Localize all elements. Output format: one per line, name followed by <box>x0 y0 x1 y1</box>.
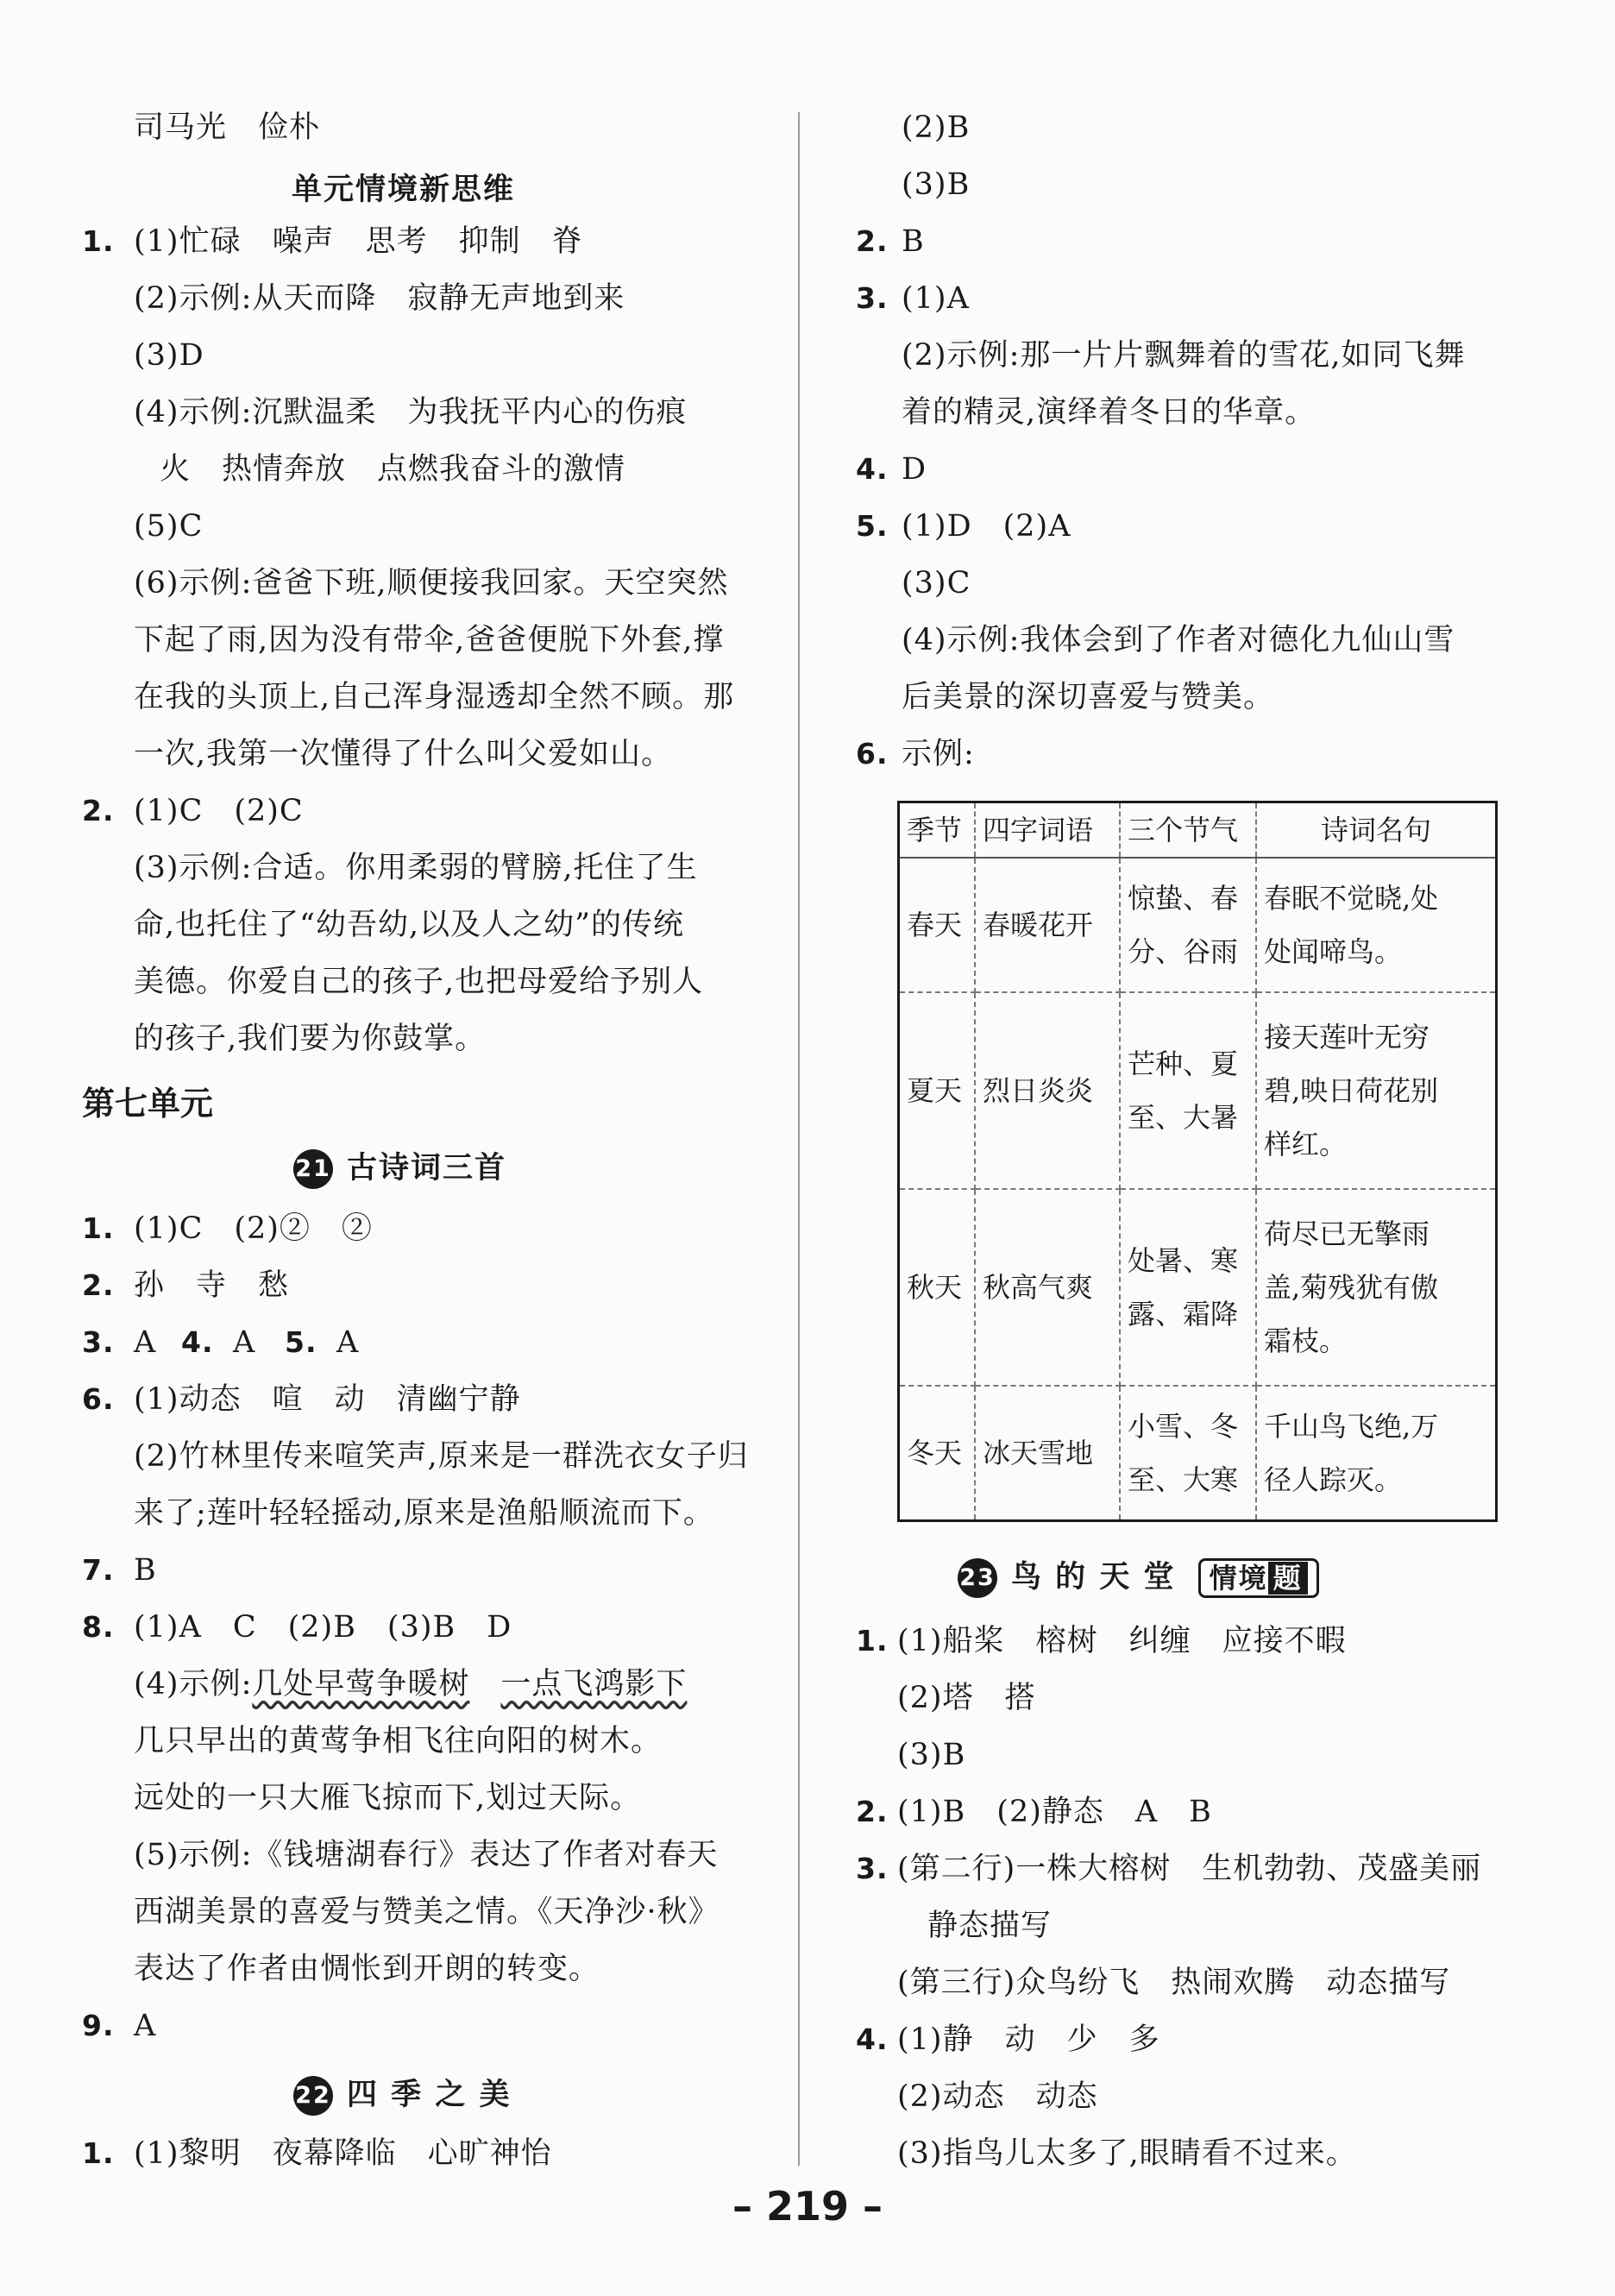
column-divider <box>798 112 800 2166</box>
wavy-underlined-phrase: 一点飞鸿影下 <box>500 1667 688 1702</box>
answer-line: (1)忙碌 噪声 思考 抑制 脊 <box>134 224 583 259</box>
solar-terms-cell <box>1120 1189 1256 1386</box>
cell-line: 样红。 <box>1264 1128 1348 1161</box>
answer-line: 下起了雨,因为没有带伞,爸爸便脱下外套,撑 <box>134 623 725 657</box>
answer-line: (4)示例:沉默温柔 为我抚平内心的伤痕 <box>134 395 688 430</box>
idiom-cell: 秋高气爽 <box>975 1189 1120 1386</box>
question-number: 1. <box>82 224 115 258</box>
cell-line: 芒种、夏 <box>1128 1047 1239 1080</box>
answer-line: (1)D (2)A <box>902 509 1071 544</box>
answer-line: (6)示例:爸爸下班,顺便接我回家。天空突然 <box>134 566 729 601</box>
answer-line: 在我的头顶上,自己浑身湿透却全然不顾。那 <box>134 680 735 714</box>
answer-line: (1)静 动 少 多 <box>897 2022 1160 2057</box>
lesson-number-badge: 23 <box>958 1558 997 1598</box>
question-number: 5. <box>856 509 889 543</box>
cell-line: 至、大暑 <box>1128 1101 1239 1134</box>
answer-line: A <box>134 2009 157 2043</box>
seasons-table <box>897 801 1498 1522</box>
idiom-cell: 烈日炎炎 <box>975 992 1120 1189</box>
question-number: 6. <box>82 1382 115 1416</box>
answer-line: (3)B <box>902 167 971 202</box>
answer-line: A <box>134 1325 157 1360</box>
table-row <box>899 992 1497 1189</box>
cell-line: 春眠不觉晓,处 <box>1264 882 1439 915</box>
tag-char: 题 <box>1268 1562 1308 1595</box>
question-number: 2. <box>856 224 889 258</box>
question-number: 1. <box>82 1211 115 1245</box>
answer-line: (1)黎明 夜幕降临 心旷神怡 <box>134 2136 552 2171</box>
answer-line: (4)示例:我体会到了作者对德化九仙山雪 <box>902 623 1455 657</box>
season-cell: 冬天 <box>899 1386 976 1520</box>
wavy-underlined-phrase: 几处早莺争暖树 <box>252 1667 470 1702</box>
answer-line: (2)B <box>902 110 971 145</box>
cell-line: 露、霜降 <box>1128 1298 1239 1330</box>
solar-terms-cell <box>1120 1386 1256 1520</box>
table-header-cell: 四字词语 <box>975 802 1120 859</box>
cell-line: 小雪、冬 <box>1128 1409 1239 1443</box>
answer-line: (3)B <box>897 1738 966 1772</box>
question-number: 2. <box>82 1268 115 1302</box>
table-row <box>899 858 1497 992</box>
question-number: 3. <box>856 281 889 315</box>
situation-question-tag <box>1198 1558 1319 1598</box>
table-row <box>899 1386 1497 1520</box>
tag-char: 境 <box>1238 1562 1268 1595</box>
cell-line: 碧,映日荷花别 <box>1264 1074 1439 1107</box>
answer-line: (2)塔 搭 <box>897 1681 1036 1715</box>
question-number: 3. <box>856 1852 889 1885</box>
answer-line: (3)指鸟儿太多了,眼睛看不过来。 <box>897 2136 1357 2171</box>
poem-cell <box>1256 992 1497 1189</box>
cell-line: 荷尽已无擎雨 <box>1264 1217 1430 1250</box>
cell-line: 霜枝。 <box>1264 1324 1348 1357</box>
answer-line: A <box>233 1325 256 1360</box>
season-cell: 秋天 <box>899 1189 976 1386</box>
solar-terms-cell <box>1120 992 1256 1189</box>
unit-title: 第七单元 <box>82 1085 214 1123</box>
answer-line: 司马光 俭朴 <box>134 110 321 145</box>
question-number: 4. <box>856 452 889 486</box>
cell-line: 径人踪灭。 <box>1264 1463 1403 1496</box>
cell-line: 盖,菊残犹有傲 <box>1264 1271 1439 1304</box>
poem-cell <box>1256 1386 1497 1520</box>
cell-line: 处闻啼鸟。 <box>1264 935 1403 968</box>
answer-line: 一次,我第一次懂得了什么叫父爱如山。 <box>134 737 673 771</box>
question-number: 5. <box>285 1325 317 1359</box>
cell-line: 千山鸟飞绝,万 <box>1264 1409 1439 1443</box>
answer-line: 孙 寺 愁 <box>134 1268 290 1303</box>
answer-line: (1)动态 喧 动 清幽宁静 <box>134 1382 521 1417</box>
answer-line: (3)C <box>902 566 971 601</box>
question-number: 3. <box>82 1325 115 1359</box>
answer-line: 后美景的深切喜爱与赞美。 <box>902 680 1275 714</box>
answer-line: (1)A C (2)B (3)B D <box>134 1610 512 1645</box>
question-number: 4. <box>181 1325 214 1359</box>
answer-line <box>134 1665 687 1703</box>
answer-line: 西湖美景的喜爱与赞美之情。《天净沙·秋》 <box>134 1895 720 1929</box>
answer-line: (1)船桨 榕树 纠缠 应接不暇 <box>897 1624 1347 1658</box>
table-header-cell: 诗词名句 <box>1256 802 1497 859</box>
poem-cell <box>1256 1189 1497 1386</box>
lesson-heading <box>293 2071 512 2116</box>
answer-line: (2)动态 动态 <box>897 2079 1098 2114</box>
section-title: 单元情境新思维 <box>292 173 516 207</box>
answer-line: 静态描写 <box>927 1909 1053 1943</box>
answer-line: A <box>336 1325 360 1360</box>
table-header-cell: 季节 <box>899 802 976 859</box>
answer-line: (5)C <box>134 509 204 544</box>
question-number: 6. <box>856 737 889 771</box>
answer-line: (2)竹林里传来喧笑声,原来是一群洗衣女子归 <box>134 1439 749 1474</box>
season-cell: 夏天 <box>899 992 976 1189</box>
answer-line: 火 热情奔放 点燃我奋斗的激情 <box>160 452 626 487</box>
question-number: 4. <box>856 2022 889 2056</box>
example-prefix: (4)示例: <box>134 1667 253 1702</box>
cell-line: 至、大寒 <box>1128 1463 1239 1496</box>
answer-line: (第三行)众鸟纷飞 热闹欢腾 动态描写 <box>897 1966 1451 2000</box>
lesson-title: 四 季 之 美 <box>347 2078 512 2112</box>
question-number: 7. <box>82 1553 115 1587</box>
answer-line: (3)示例:合适。你用柔弱的臂膀,托住了生 <box>134 851 698 885</box>
idiom-cell: 冰天雪地 <box>975 1386 1120 1520</box>
cell-line: 惊蛰、春 <box>1128 882 1239 915</box>
cell-line: 处暑、寒 <box>1128 1244 1239 1277</box>
lesson-heading <box>293 1144 506 1189</box>
answer-line: 几只早出的黄莺争相飞往向阳的树木。 <box>134 1724 663 1758</box>
answer-line: 来了;莲叶轻轻摇动,原来是渔船顺流而下。 <box>134 1496 714 1531</box>
question-number: 8. <box>82 1610 115 1644</box>
question-number: 1. <box>856 1624 889 1658</box>
question-number: 1. <box>82 2136 115 2170</box>
answer-line: (1)C (2)C <box>134 794 304 828</box>
poem-cell <box>1256 858 1497 992</box>
lesson-title: 鸟 的 天 堂 <box>1011 1560 1176 1595</box>
answer-line: B <box>902 224 925 259</box>
answer-line: 的孩子,我们要为你鼓掌。 <box>134 1022 487 1056</box>
cell-line: 分、谷雨 <box>1128 935 1239 968</box>
answer-line: (第二行)一株大榕树 生机勃勃、茂盛美丽 <box>897 1852 1482 1886</box>
answer-line: 着的精灵,演绎着冬日的华章。 <box>902 395 1317 430</box>
answer-line: 美德。你爱自己的孩子,也把母爱给予别人 <box>134 965 704 999</box>
lesson-number-badge: 22 <box>293 2076 333 2116</box>
answer-line: D <box>902 452 927 487</box>
solar-terms-cell <box>1120 858 1256 992</box>
lesson-heading <box>958 1553 1319 1598</box>
answer-line: (3)D <box>134 338 204 373</box>
answer-line: (1)A <box>902 281 970 316</box>
answer-line: (5)示例:《钱塘湖春行》表达了作者对春天 <box>134 1838 719 1872</box>
table-header-row <box>899 802 1497 859</box>
idiom-cell: 春暖花开 <box>975 858 1120 992</box>
lesson-number-badge: 21 <box>293 1149 333 1189</box>
lesson-title: 古诗词三首 <box>347 1151 507 1186</box>
answer-line: B <box>134 1553 157 1588</box>
answer-line: (2)示例:从天而降 寂静无声地到来 <box>134 281 625 316</box>
answer-line: 表达了作者由惆怅到开朗的转变。 <box>134 1952 600 1986</box>
answer-line: (1)B (2)静态 A B <box>897 1795 1212 1829</box>
table-row <box>899 1189 1497 1386</box>
page-number: – 219 – <box>732 2183 883 2230</box>
answer-line: (1)C (2)② ② <box>134 1211 373 1246</box>
answer-line: (2)示例:那一片片飘舞着的雪花,如同飞舞 <box>902 338 1466 373</box>
answer-line: 远处的一只大雁飞掠而下,划过天际。 <box>134 1781 642 1815</box>
tag-char: 情 <box>1209 1562 1239 1595</box>
question-number: 2. <box>856 1795 889 1828</box>
season-cell: 春天 <box>899 858 976 992</box>
question-number: 9. <box>82 2009 115 2042</box>
question-number: 2. <box>82 794 115 827</box>
answer-line: 命,也托住了“幼吾幼,以及人之幼”的传统 <box>134 908 685 942</box>
cell-line: 接天莲叶无穷 <box>1264 1021 1430 1054</box>
answer-line: 示例: <box>902 737 975 771</box>
table-header-cell: 三个节气 <box>1120 802 1256 859</box>
